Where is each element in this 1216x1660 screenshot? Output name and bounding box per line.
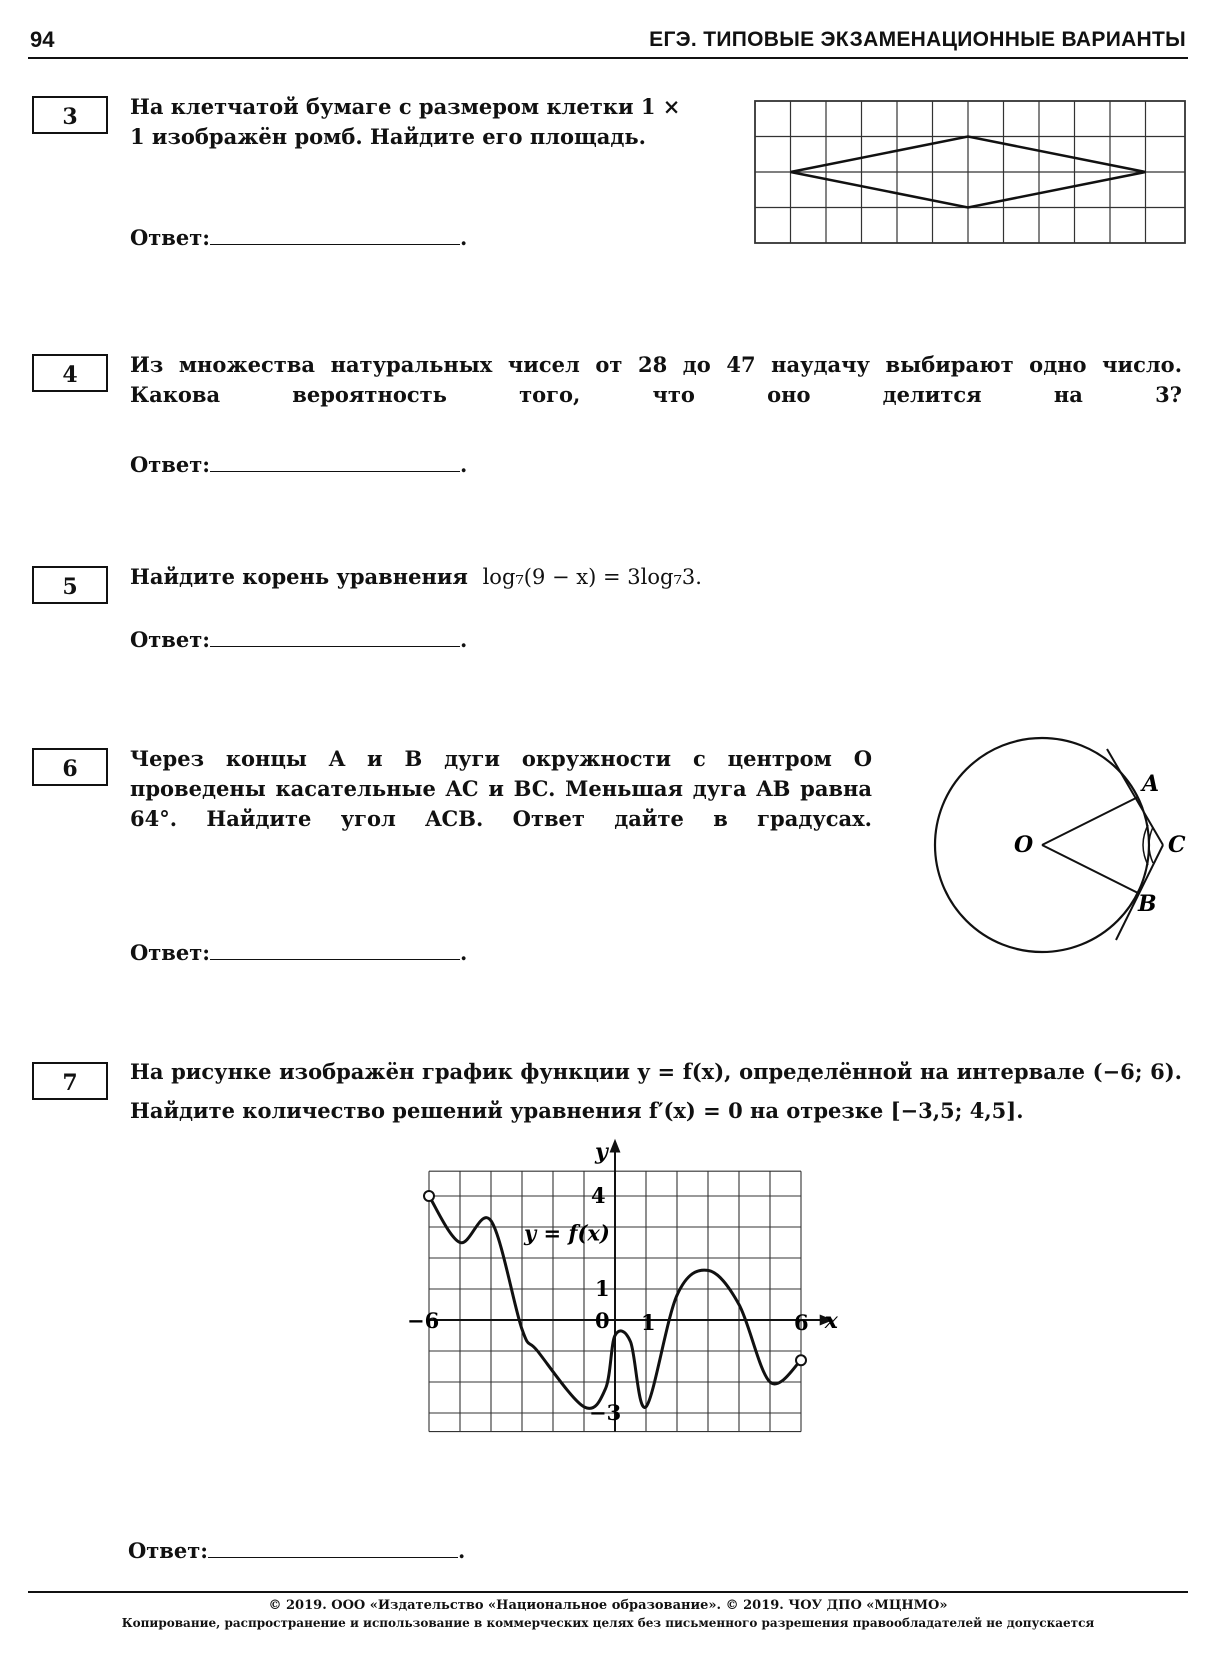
task-4-number: 4	[32, 354, 108, 392]
y-axis-arrow	[611, 1142, 619, 1152]
task-5-answer: Ответ: .	[130, 627, 468, 652]
footer-copyright: © 2019. ООО «Издательство «Национальное образование». © 2019. ЧОУ ДПО «МЦНМО»	[268, 1598, 948, 1613]
tick-label-x-6: 6	[794, 1310, 809, 1335]
radius-ob	[1042, 845, 1138, 893]
task-7-answer-field[interactable]	[208, 1539, 458, 1558]
task-3-number: 3	[32, 96, 108, 134]
task-5-number: 5	[32, 566, 108, 604]
page-number: 94	[30, 27, 55, 52]
task-5-formula: log₇(9 − x) = 3log₇3.	[482, 565, 702, 589]
task-7-line-1: На рисунке изображён график функции y = f(x), определённой на интервале (−6; 6).	[130, 1059, 1182, 1084]
task-6-answer-field[interactable]	[210, 941, 460, 960]
angle-arc-c2	[1149, 827, 1153, 863]
page-header-title: ЕГЭ. ТИПОВЫЕ ЭКЗАМЕНАЦИОННЫЕ ВАРИАНТЫ	[649, 28, 1186, 51]
header-divider	[28, 57, 1188, 59]
task-4-answer-field[interactable]	[210, 453, 460, 472]
footer-divider	[28, 1591, 1188, 1593]
label-b: B	[1138, 891, 1157, 917]
footer-notice: Копирование, распространение и использование в коммерческих целях без письменного разрешения правообладателей не допускается	[121, 1616, 1095, 1630]
tick-label-x-minus-6: −6	[407, 1308, 440, 1333]
axis-label-x: x	[824, 1308, 838, 1334]
tangent-ac	[1107, 749, 1163, 845]
tick-label-y-minus-3: −3	[589, 1400, 622, 1425]
tick-label-x-1: 1	[641, 1310, 656, 1335]
task-7-answer: Ответ: .	[128, 1538, 466, 1563]
tick-label-y-1: 1	[595, 1276, 610, 1301]
task-6-text: Через концы A и B дуги окружности с центром O проведены касательные AC и BC. Меньшая дуга AB равна 64°. Найдите угол ACB. Ответ дайте в градусах.	[130, 746, 872, 831]
open-endpoint-left	[424, 1191, 434, 1201]
axis-label-y: y	[595, 1138, 608, 1165]
task-4-text: Из множества натуральных чисел от 28 до 47 наудачу выбирают одно число. Какова вероятность того, что оно делится на 3?	[130, 352, 1182, 407]
grid-paper	[755, 101, 1185, 243]
function-graph	[407, 1138, 890, 1510]
task-5-prefix: Найдите корень уравнения	[130, 564, 468, 589]
circle-tangents-figure	[920, 730, 1190, 960]
task-3-answer: Ответ: .	[130, 225, 468, 250]
label-a: A	[1142, 771, 1160, 797]
task-6-number: 6	[32, 748, 108, 786]
label-c: C	[1168, 832, 1186, 858]
task-5-text	[130, 562, 930, 592]
label-o: O	[1014, 832, 1034, 858]
tick-label-origin: 0	[595, 1308, 610, 1333]
open-endpoint-right	[796, 1355, 806, 1365]
task-5-answer-field[interactable]	[210, 628, 460, 647]
function-label: y = f(x)	[524, 1220, 610, 1246]
task-6-answer: Ответ: .	[130, 940, 468, 965]
task-7-number: 7	[32, 1062, 108, 1100]
task-3-answer-field[interactable]	[210, 226, 460, 245]
rhombus-figure	[754, 100, 1186, 244]
tick-label-y-4: 4	[591, 1183, 606, 1208]
task-7-line-2: Найдите количество решений уравнения f′(x) = 0 на отрезке [−3,5; 4,5].	[130, 1098, 1024, 1123]
radius-oa	[1042, 797, 1138, 845]
task-4-answer: Ответ: .	[130, 452, 468, 477]
task-3-text: На клетчатой бумаге с размером клетки 1 × 1 изображён ромб. Найдите его площадь.	[130, 94, 681, 149]
